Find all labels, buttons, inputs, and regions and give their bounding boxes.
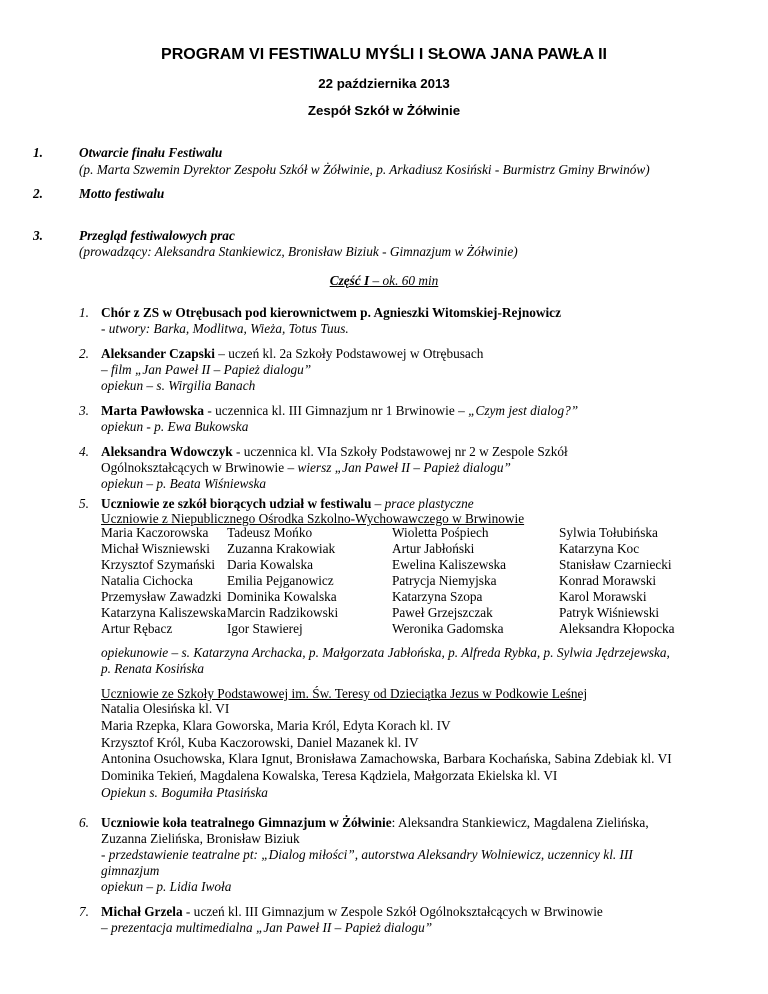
student-name: Weronika Gadomska (392, 621, 504, 636)
item-desc: – prace plastyczne (371, 496, 474, 511)
student-name: Katarzyna Szopa (392, 589, 483, 604)
event-venue: Zespół Szkół w Żółwinie (307, 103, 461, 118)
item-number: 3. (79, 403, 89, 418)
names-grid (101, 525, 721, 637)
item-line (101, 904, 603, 920)
item-work: „Czym jest dialog?” (468, 403, 579, 418)
page-title: PROGRAM VI FESTIWALU MYŚLI I SŁOWA JANA PAWŁA II (161, 46, 607, 63)
group-guardian: Opiekun s. Bogumiła Ptasińska (101, 784, 268, 800)
item-title: Marta Pawłowska (101, 403, 205, 418)
group-heading: Uczniowie z Niepublicznego Ośrodka Szkolno-Wychowawczego w Brwinowie (101, 511, 525, 526)
item-detail: – prezentacja multimedialna „Jan Paweł II – Papież dialogu” (101, 920, 433, 935)
part-label: Część I (329, 273, 370, 288)
item-desc: Ogólnokształcących w Brwinowie – (101, 460, 298, 475)
student-name: Artur Rębacz (101, 621, 173, 636)
student-name: Wioletta Pośpiech (392, 525, 489, 540)
names-row (101, 541, 721, 557)
item-title: Aleksandra Wdowczyk (101, 444, 233, 459)
item-number: 7. (79, 904, 89, 919)
item-number: 2. (79, 346, 89, 361)
item-number: 6. (79, 815, 89, 830)
item-title: Uczniowie ze szkół biorących udział w festiwalu (101, 496, 372, 511)
list-item: Krzysztof Król, Kuba Kaczorowski, Daniel Mazanek kl. IV (101, 734, 419, 750)
item-line (101, 460, 511, 476)
names-row (101, 589, 721, 605)
student-name: Katarzyna Koc (559, 541, 640, 556)
student-name: Igor Stawierej (227, 621, 303, 636)
student-name: Karol Morawski (559, 589, 647, 604)
student-name: Stanisław Czarniecki (559, 557, 672, 572)
item-detail: – film „Jan Paweł II – Papież dialogu” (101, 362, 312, 377)
item-detail: - utwory: Barka, Modlitwa, Wieża, Totus Tuus. (101, 321, 349, 336)
item-work: wiersz „Jan Paweł II – Papież dialogu” (297, 460, 511, 475)
item-desc: - uczennica kl. VIa Szkoły Podstawowej nr 2 w Zespole Szkół (232, 444, 568, 459)
section-number: 2. (33, 186, 43, 201)
names-row (101, 557, 721, 573)
item-line (101, 346, 483, 362)
section-number: 1. (33, 145, 43, 160)
item-desc: : Aleksandra Stankiewicz, Magdalena Zielińska, (391, 815, 649, 830)
section-subtitle: (prowadzący: Aleksandra Stankiewicz, Bronisław Biziuk - Gimnazjum w Żółwinie) (79, 244, 518, 259)
item-desc: - uczeń kl. III Gimnazjum w Zespole Szkół Ogólnokształcących w Brwinowie (182, 904, 603, 919)
student-name: Artur Jabłoński (392, 541, 475, 556)
item-title: Michał Grzela (101, 904, 183, 919)
item-guardian: opiekun – s. Wirgilia Banach (101, 378, 256, 393)
item-number: 1. (79, 305, 89, 320)
event-date: 22 października 2013 (318, 76, 450, 91)
item-guardian: opiekun – p. Beata Wiśniewska (101, 476, 267, 491)
part-heading (0, 273, 768, 289)
section-title: Motto festiwalu (79, 186, 165, 201)
section-number: 3. (33, 228, 43, 243)
group-list (101, 701, 672, 802)
item-desc: - uczennica kl. III Gimnazjum nr 1 Brwinowie – (204, 403, 469, 418)
part-duration: – ok. 60 min (369, 273, 439, 288)
item-line (101, 815, 649, 831)
student-name: Krzysztof Szymański (101, 557, 216, 572)
student-name: Patrycja Niemyjska (392, 573, 497, 588)
list-item: Maria Rzepka, Klara Goworska, Maria Król, Edyta Korach kl. IV (101, 717, 451, 733)
student-name: Ewelina Kaliszewska (392, 557, 507, 572)
item-desc: – uczeń kl. 2a Szkoły Podstawowej w Otrębusach (214, 346, 484, 361)
item-title: Chór z ZS w Otrębusach pod kierownictwem p. Agnieszki Witomskiej-Rejnowicz (101, 305, 561, 320)
student-name: Sylwia Tołubińska (559, 525, 658, 540)
item-number: 5. (79, 496, 89, 511)
student-name: Tadeusz Mońko (227, 525, 313, 540)
student-name: Maria Kaczorowska (101, 525, 209, 540)
item-line (101, 496, 474, 512)
names-row (101, 525, 721, 541)
student-name: Marcin Radzikowski (227, 605, 339, 620)
student-name: Paweł Grzejszczak (392, 605, 493, 620)
item-title: Aleksander Czapski (101, 346, 215, 361)
item-line (101, 444, 568, 460)
item-detail: Zuzanna Zielińska, Bronisław Biziuk (101, 831, 300, 846)
list-item: Antonina Osuchowska, Klara Ignut, Bronisława Zamachowska, Barbara Kochańska, Sabina Zdebiak kl. VI (101, 751, 672, 767)
student-name: Przemysław Zawadzki (101, 589, 222, 604)
group-guardians: p. Renata Kosińska (101, 661, 205, 676)
student-name: Konrad Morawski (559, 573, 657, 588)
list-item: Dominika Tekień, Magdalena Kowalska, Teresa Kądziela, Małgorzata Ekielska kl. VI (101, 768, 558, 784)
item-line (101, 403, 578, 419)
list-item: Natalia Olesińska kl. VI (101, 701, 230, 716)
names-row (101, 621, 721, 637)
item-guardian: opiekun – p. Lidia Iwoła (101, 879, 232, 894)
student-name: Zuzanna Krakowiak (227, 541, 336, 556)
item-detail: gimnazjum (101, 863, 160, 878)
student-name: Patryk Wiśniewski (559, 605, 660, 620)
names-row (101, 573, 721, 589)
item-guardian: opiekun - p. Ewa Bukowska (101, 419, 249, 434)
group-heading: Uczniowie ze Szkoły Podstawowej im. Św. Teresy od Dzieciątka Jezus w Podkowie Leśnej (101, 686, 588, 701)
section-subtitle: (p. Marta Szwemin Dyrektor Zespołu Szkół w Żółwinie, p. Arkadiusz Kosiński - Burmistrz Gminy Brwinów) (79, 162, 650, 177)
student-name: Aleksandra Kłopocka (559, 621, 675, 636)
student-name: Dominika Kowalska (227, 589, 337, 604)
section-title: Przegląd festiwalowych prac (79, 228, 235, 243)
student-name: Emilia Pejganowicz (227, 573, 334, 588)
names-row (101, 605, 721, 621)
item-number: 4. (79, 444, 89, 459)
section-title: Otwarcie finału Festiwalu (79, 145, 223, 160)
item-detail: - przedstawienie teatralne pt: „Dialog miłości”, autorstwa Aleksandry Wolniewicz, uczennicy kl. III (101, 847, 633, 862)
student-name: Katarzyna Kaliszewska (101, 605, 227, 620)
item-title: Uczniowie koła teatralnego Gimnazjum w Żółwinie (101, 815, 392, 830)
student-name: Daria Kowalska (227, 557, 314, 572)
group-guardians: opiekunowie – s. Katarzyna Archacka, p. Małgorzata Jabłońska, p. Alfreda Rybka, p. Sylwia Jędrzejewska, (101, 645, 670, 660)
student-name: Michał Wiszniewski (101, 541, 210, 556)
student-name: Natalia Cichocka (101, 573, 193, 588)
